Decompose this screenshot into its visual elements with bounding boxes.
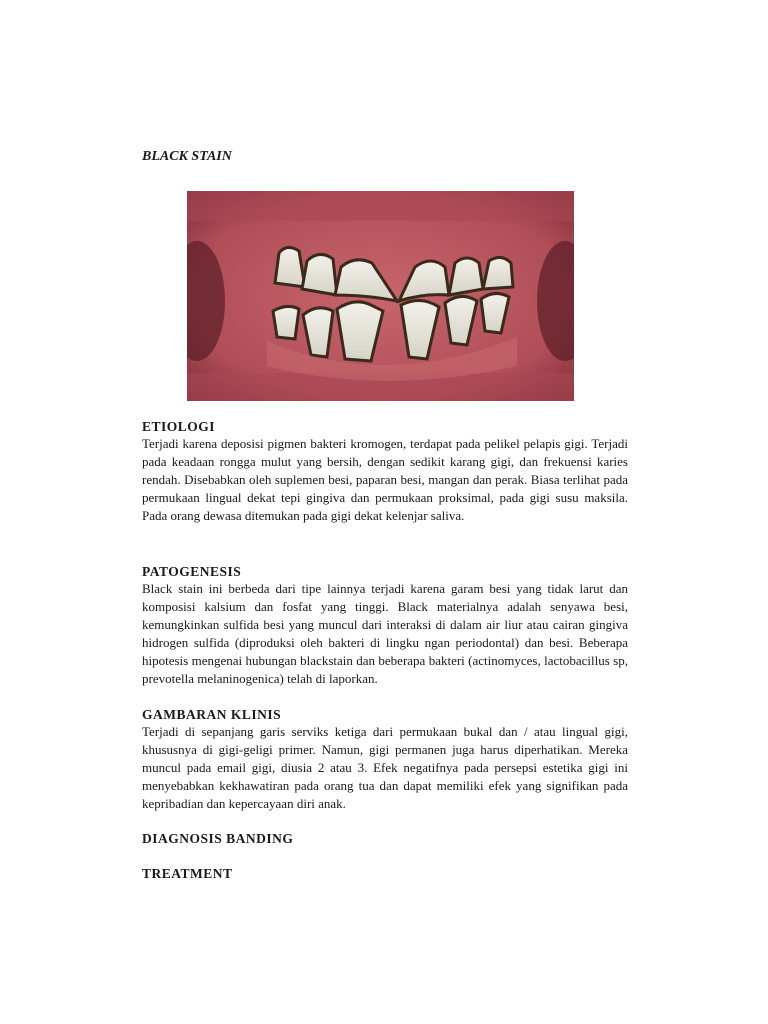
page-title: BLACK STAIN <box>142 149 232 164</box>
section-heading: PATOGENESIS <box>142 564 242 579</box>
section-body: Black stain ini berbeda dari tipe lainnya terjadi karena garam besi yang tidak larut dan komposisi kalsium dan fosfat yang tinggi. Black materialnya adalah senyawa besi, kemungkinkan sulfida besi yang muncul dari interaksi di dalam air liur atau cairan gingiva hidrogen sulfida (diproduksi oleh bakteri di lingku ngan periodontal) dan besi. Beberapa hipotesis mengenai hubungan blackstain dan beberapa bakteri (actinomyces, lactobacillus sp, prevotella melaninogenica) telah di laporkan. <box>142 581 628 686</box>
section-heading: TREATMENT <box>142 866 233 881</box>
section-body: Terjadi karena deposisi pigmen bakteri kromogen, terdapat pada pelikel pelapis gigi. Terjadi pada keadaan rongga mulut yang bersih, dengan sedikit karang gigi, dan frekuensi karies rendah. Disebabkan oleh suplemen besi, paparan besi, mangan dan perak. Biasa terlihat pada permukaan lingual dekat tepi gingiva dan permukaan proksimal, pada gigi susu maksila. Pada orang dewasa ditemukan pada gigi dekat kelenjar saliva. <box>142 436 628 523</box>
section-diagnosis-banding <box>142 830 628 847</box>
section-heading: ETIOLOGI <box>142 419 216 434</box>
section-heading: DIAGNOSIS BANDING <box>142 831 294 846</box>
section-patogenesis <box>142 563 628 688</box>
teeth-photo <box>187 191 574 401</box>
section-treatment <box>142 865 628 882</box>
section-gambaran-klinis <box>142 706 628 813</box>
section-body: Terjadi di sepanjang garis serviks ketiga dari permukaan bukal dan / atau lingual gigi, khususnya di gigi-geligi primer. Namun, gigi permanen juga harus diperhatikan. Mereka muncul pada email gigi, diusia 2 atau 3. Efek negatifnya pada persepsi estetika gigi ini menyebabkan kekhawatiran pada orang tua dan dapat memiliki efek yang signifikan pada kepribadian dan kepercayaan diri anak. <box>142 724 628 811</box>
section-etiologi <box>142 418 628 525</box>
section-heading: GAMBARAN KLINIS <box>142 707 282 722</box>
